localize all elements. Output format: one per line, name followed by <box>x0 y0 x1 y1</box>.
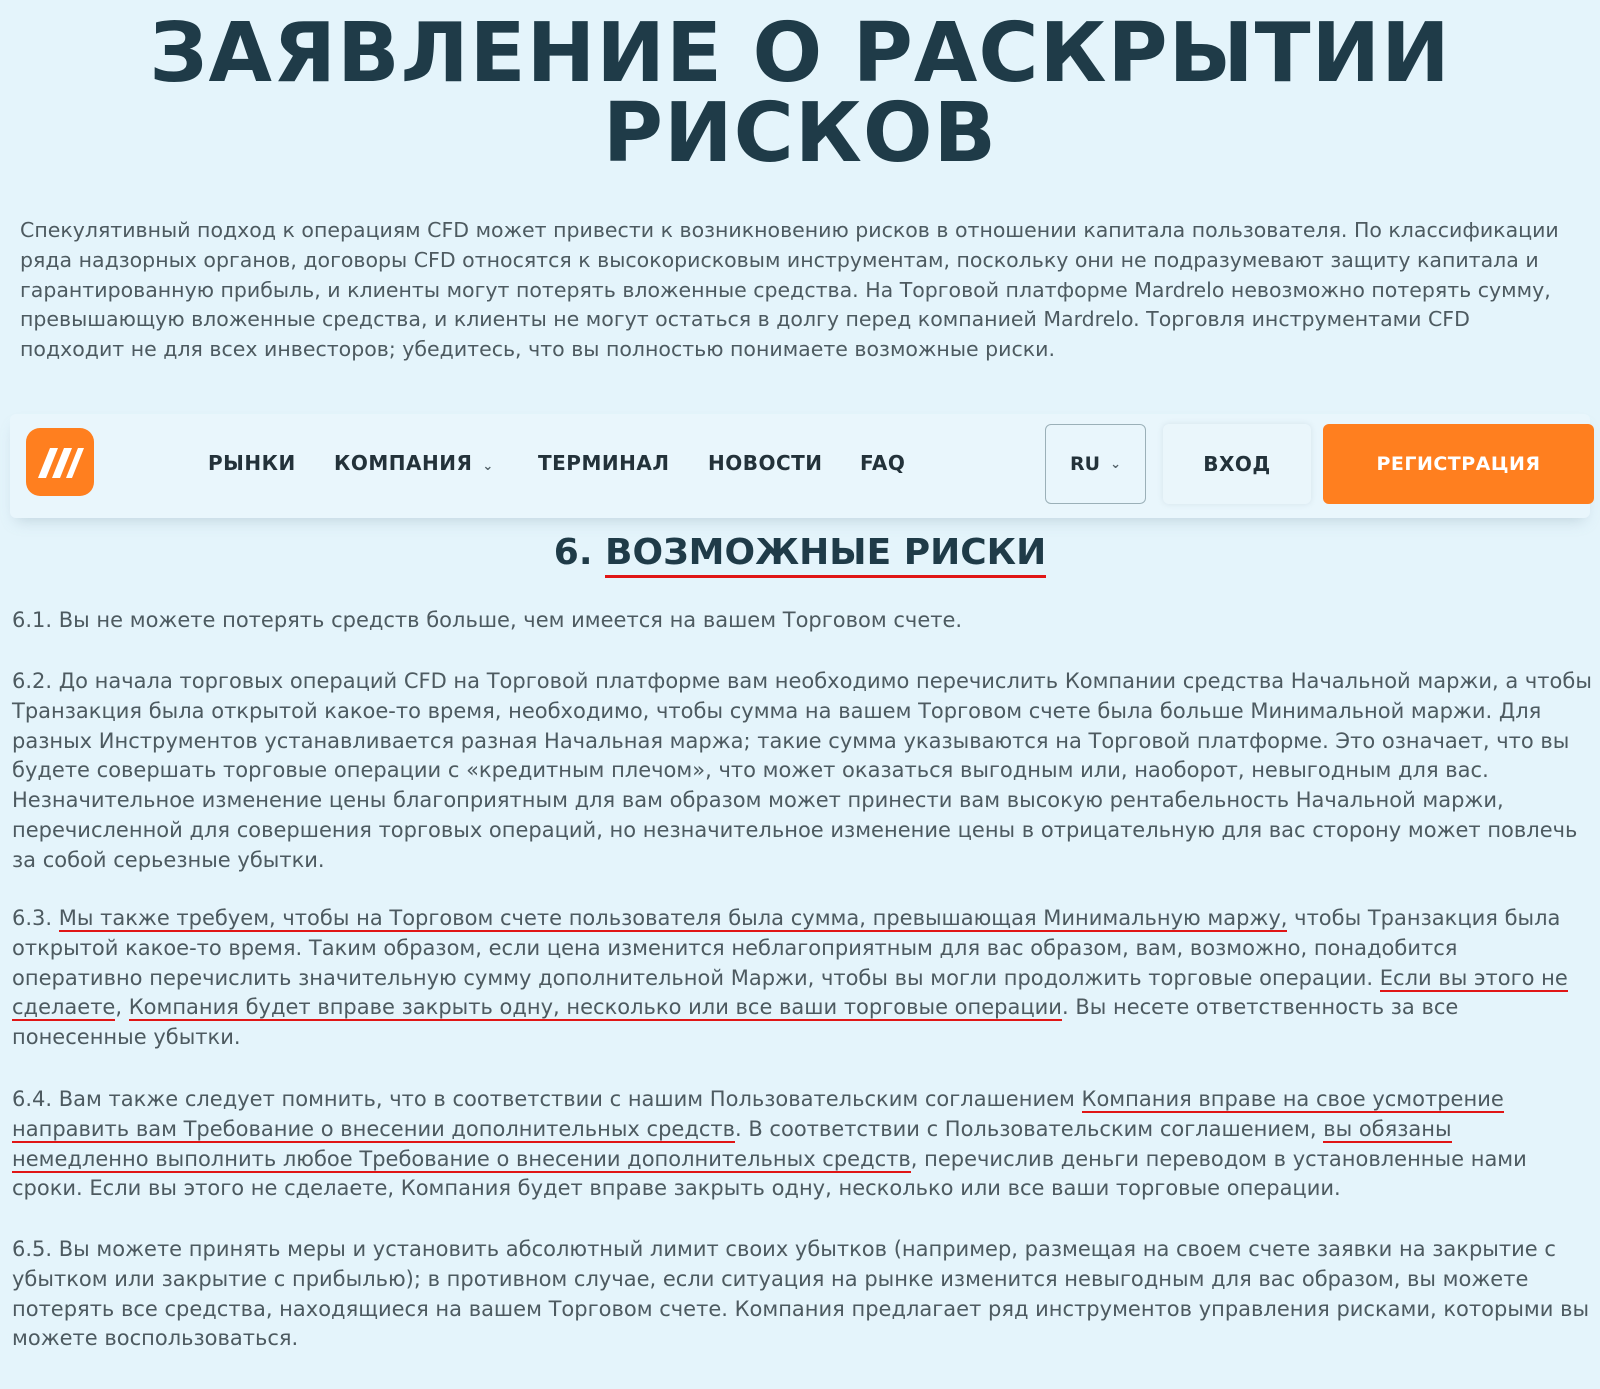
p63-highlight-1: Мы также требуем, чтобы на Торговом счете пользователя была сумма, превышающая Минимальную маржу, <box>58 906 1288 930</box>
section-heading <box>0 531 1600 575</box>
p63-text-b: чтобы Транзакция была открытой какое-то время. Таким образом, если цена изменится неблагоприятным для вас образом, вам, возможно, понадобится оперативно перечислить значительную сумму дополнительной Маржи, чтобы вы могли продолжить торговые операции. <box>12 906 1561 990</box>
page-title: ЗАЯВЛЕНИЕ О РАСКРЫТИИ РИСКОВ <box>149 6 1451 181</box>
nav-markets[interactable]: РЫНКИ <box>208 451 296 475</box>
language-select[interactable] <box>1045 424 1146 504</box>
nav-faq[interactable]: FAQ <box>860 451 906 475</box>
language-label: RU <box>1070 453 1101 475</box>
p63-text-a: 6.3. <box>12 906 59 930</box>
mardrelo-logo-icon[interactable] <box>26 428 94 496</box>
p63-highlight-2: Если вы этого не сделаете <box>12 965 1568 1020</box>
nav-company-label: КОМПАНИЯ <box>334 451 473 475</box>
section-number: 6. <box>553 532 593 573</box>
p64-text-c: , перечислив деньги переводом в установленные нами сроки. Если вы этого не сделаете, Компания будет вправе закрыть одну, несколько или все ваши торговые операции. <box>12 1146 1527 1201</box>
nav-company[interactable] <box>334 450 494 476</box>
paragraph-6-5: 6.5. Вы можете принять меры и установить абсолютный лимит своих убытков (например, размещая на своем счете заявки на закрытие с убытком или закрытие с прибылью); в противном случае, если ситуация на рынке изменится невыгодным для вас образом, вы можете потерять все средства, находящиеся на вашем Торговом счете. Компания предлагает ряд инструментов управления рисками, которыми вы можете воспользоваться. <box>12 1237 1590 1351</box>
p64-text-b: . В соответствии с Пользовательским соглашением, <box>735 1116 1324 1141</box>
chevron-down-icon: ⌄ <box>1110 456 1121 472</box>
p64-text-a: 6.4. Вам также следует помнить, что в соответствии с нашим Пользовательским соглашением <box>12 1087 1082 1111</box>
section-title: ВОЗМОЖНЫЕ РИСКИ <box>605 532 1046 578</box>
logo-mark-icon <box>34 442 86 482</box>
paragraph-6-1: 6.1. Вы не можете потерять средств больше, чем имеется на вашем Торговом счете. <box>12 608 963 632</box>
paragraph-6-3 <box>12 904 1592 1053</box>
p64-highlight-2: вы обязаны немедленно выполнить любое Требование о внесении дополнительных средств <box>12 1116 1452 1171</box>
chevron-down-icon: ⌄ <box>482 459 494 474</box>
paragraph-6-4 <box>12 1085 1592 1204</box>
login-button[interactable]: ВХОД <box>1163 424 1311 504</box>
p64-highlight-1: Компания вправе на свое усмотрение направить вам Требование о внесении дополнительных средств <box>12 1087 1504 1141</box>
nav-news[interactable]: НОВОСТИ <box>708 451 823 475</box>
p63-highlight-3: Компания будет вправе закрыть одну, несколько или все ваши торговые операции <box>128 995 1062 1020</box>
nav-terminal[interactable]: ТЕРМИНАЛ <box>538 451 670 475</box>
paragraph-6-2: 6.2. До начала торговых операций CFD на Торговой платформе вам необходимо перечислить Компании средства Начальной маржи, а чтобы Транзакция была открытой какое-то время, необходимо, чтобы сумма на вашем Торговом счете была больше Минимальной маржи. Для разных Инструментов устанавливается разная Начальная маржа; такие сумма указываются на Торговой платформе. Это означает, что вы будете совершать торговые операции с «кредитным плечом», что может оказаться выгодным или, наоборот, невыгодным для вас. Незначительное изменение цены благоприятным для вам образом может принести вам высокую рентабельность Начальной маржи, перечисленной для совершения торговых операций, но незначительное изменение цены в отрицательную для вас сторону может повлечь за собой серьезные убытки. <box>12 669 1592 872</box>
register-button[interactable]: РЕГИСТРАЦИЯ <box>1323 424 1594 504</box>
top-navbar <box>10 414 1590 518</box>
risk-intro-paragraph: Спекулятивный подход к операциям CFD может привести к возникновению рисков в отношении капитала пользователя. По классификации ряда надзорных органов, договоры CFD относятся к высокорисковым инструментам, поскольку они не подразумевают защиту капитала и гарантированную прибыль, и клиенты могут потерять вложенные средства. На Торговой платформе Mardrelo невозможно потерять сумму, превышающую вложенные средства, и клиенты не могут остаться в долгу перед компанией Mardrelo. Торговля инструментами CFD подходит не для всех инвесторов; убедитесь, что вы полностью понимаете возможные риски. <box>20 218 1559 362</box>
p63-text-d: . Вы несете ответственность за все понесенные убытки. <box>12 995 1459 1050</box>
p63-text-c: , <box>115 995 129 1020</box>
